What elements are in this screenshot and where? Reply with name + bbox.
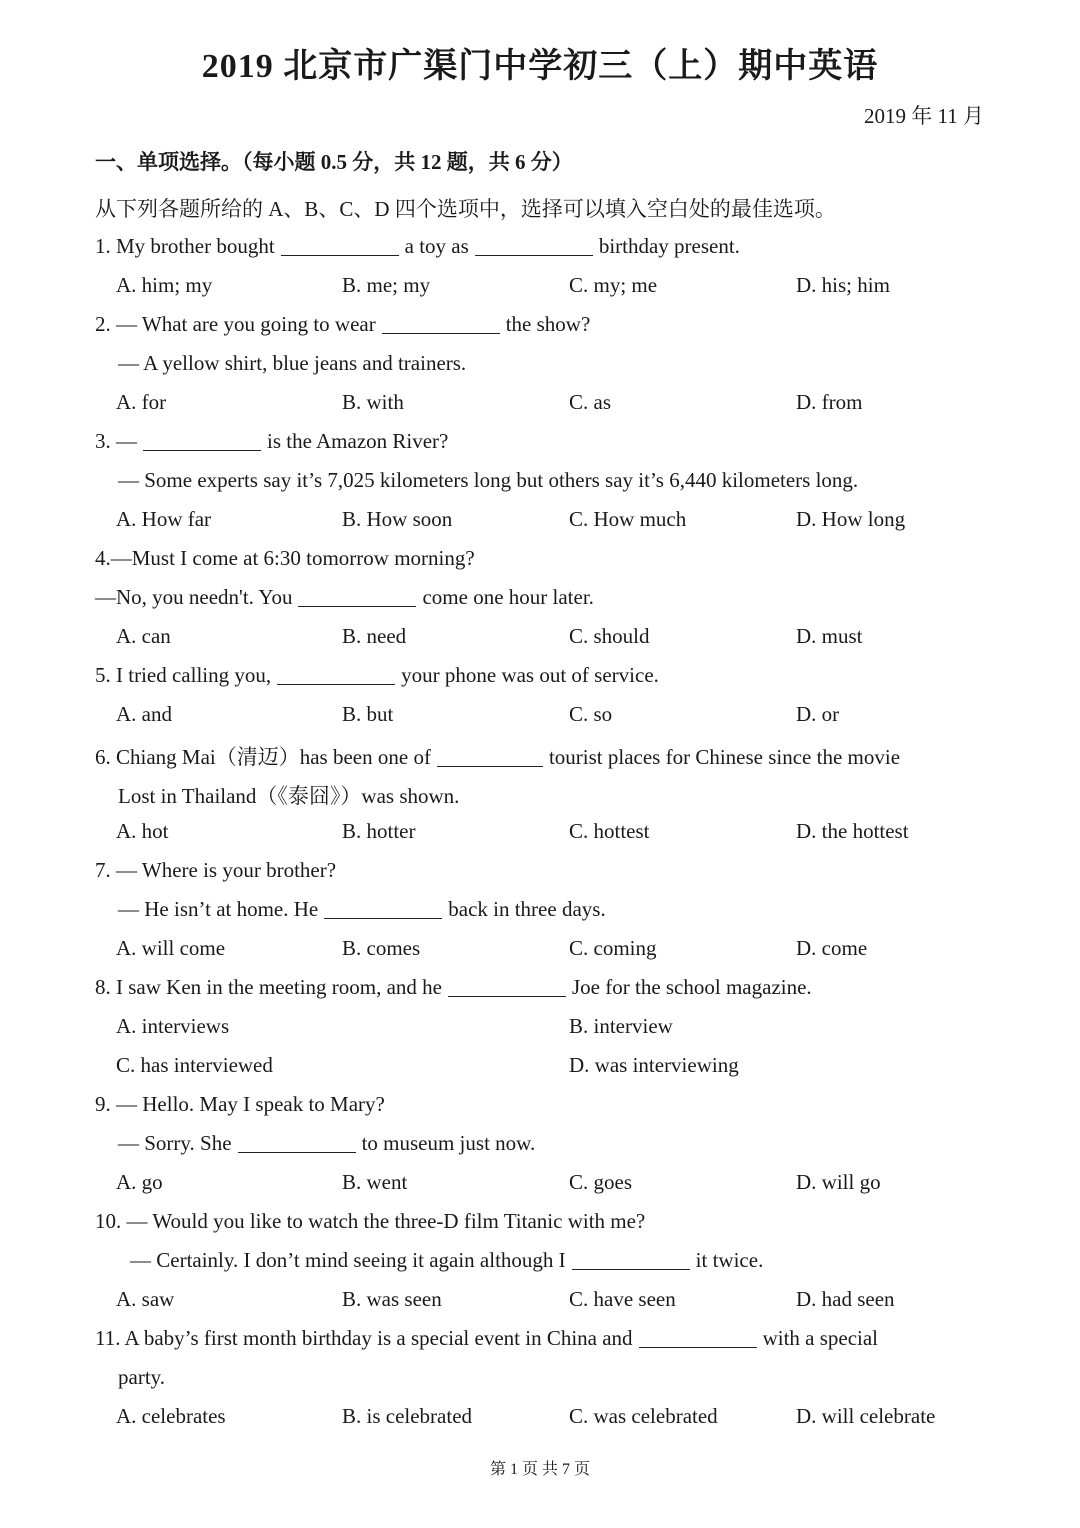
option: D. must [796,624,863,648]
option: B. was seen [342,1287,442,1311]
option: D. or [796,702,840,726]
answer-blank [143,429,261,451]
option: D. come [796,936,868,960]
answer-blank [324,897,442,919]
question-7-reply: — He isn’t at home. He back in three days. [118,897,606,921]
option: B. interview [569,1014,673,1038]
option: A. celebrates [116,1404,226,1428]
option: C. hottest [569,819,650,843]
question-10: 10. — Would you like to watch the three-D film Titanic with me? [95,1209,646,1233]
option: A. saw [116,1287,175,1311]
answer-blank [639,1326,757,1348]
option: C. my; me [569,273,658,297]
question-11: 11. A baby’s first month birthday is a special event in China and with a special [95,1326,879,1350]
option: C. have seen [569,1287,676,1311]
answer-blank [277,663,395,685]
option: B. How soon [342,507,453,531]
question-9-reply: — Sorry. She to museum just now. [118,1131,536,1155]
question-3: 3. — is the Amazon River? [95,429,449,453]
question-1: 1. My brother bought a toy as birthday present. [95,234,740,258]
option: B. is celebrated [342,1404,473,1428]
question-4: 4.—Must I come at 6:30 tomorrow morning? [95,546,475,570]
option: A. for [116,390,167,414]
section-heading: 一、单项选择。（每小题 0.5 分，共 12 题，共 6 分） [95,150,573,174]
option: D. from [796,390,863,414]
option: B. comes [342,936,421,960]
exam-date: 2019 年 11 月 [864,104,984,128]
question-6-continued: Lost in Thailand（《泰囧》）was shown. [118,784,460,808]
option: B. hotter [342,819,416,843]
option: D. had seen [796,1287,895,1311]
option: B. need [342,624,407,648]
answer-blank [475,234,593,256]
option: B. with [342,390,404,414]
question-9: 9. — Hello. May I speak to Mary? [95,1092,385,1116]
option: C. coming [569,936,657,960]
option: A. and [116,702,172,726]
option: A. can [116,624,171,648]
option: B. went [342,1170,408,1194]
option: D. will go [796,1170,881,1194]
option: A. him; my [116,273,213,297]
question-4-reply: —No, you needn't. You come one hour later. [95,585,594,609]
option: D. the hottest [796,819,909,843]
option: B. but [342,702,394,726]
option: C. has interviewed [116,1053,273,1077]
option: D. How long [796,507,906,531]
answer-blank [448,975,566,997]
question-8: 8. I saw Ken in the meeting room, and he Joe for the school magazine. [95,975,812,999]
option: C. should [569,624,650,648]
answer-blank [437,745,543,767]
option: A. How far [116,507,212,531]
option: B. me; my [342,273,431,297]
question-2: 2. — What are you going to wear the show? [95,312,591,336]
answer-blank [238,1131,356,1153]
page-footer: 第 1 页 共 7 页 [489,1461,590,1478]
option: A. interviews [116,1014,230,1038]
option: A. will come [116,936,226,960]
option: C. was celebrated [569,1404,718,1428]
option: A. hot [116,819,169,843]
option: C. as [569,390,611,414]
option: D. his; him [796,273,890,297]
answer-blank [382,312,500,334]
answer-blank [281,234,399,256]
option: C. goes [569,1170,632,1194]
question-7: 7. — Where is your brother? [95,858,337,882]
question-2-reply: — A yellow shirt, blue jeans and trainers. [118,351,467,375]
option: A. go [116,1170,163,1194]
option: C. How much [569,507,687,531]
question-6: 6. Chiang Mai（清迈）has been one of tourist places for Chinese since the movie [95,745,901,769]
instruction: 从下列各题所给的 A、B、C、D 四个选项中，选择可以填入空白处的最佳选项。 [95,197,836,221]
question-10-reply: — Certainly. I don’t mind seeing it again although I it twice. [130,1248,764,1272]
question-11-continued: party. [118,1365,166,1389]
answer-blank [298,585,416,607]
answer-blank [572,1248,690,1270]
question-5: 5. I tried calling you, your phone was out of service. [95,663,659,687]
question-3-reply: — Some experts say it’s 7,025 kilometers long but others say it’s 6,440 kilometers long. [118,468,859,492]
page-title: 2019 北京市广渠门中学初三（上）期中英语 [201,48,879,85]
option: D. was interviewing [569,1053,739,1077]
option: D. will celebrate [796,1404,936,1428]
option: C. so [569,702,613,726]
